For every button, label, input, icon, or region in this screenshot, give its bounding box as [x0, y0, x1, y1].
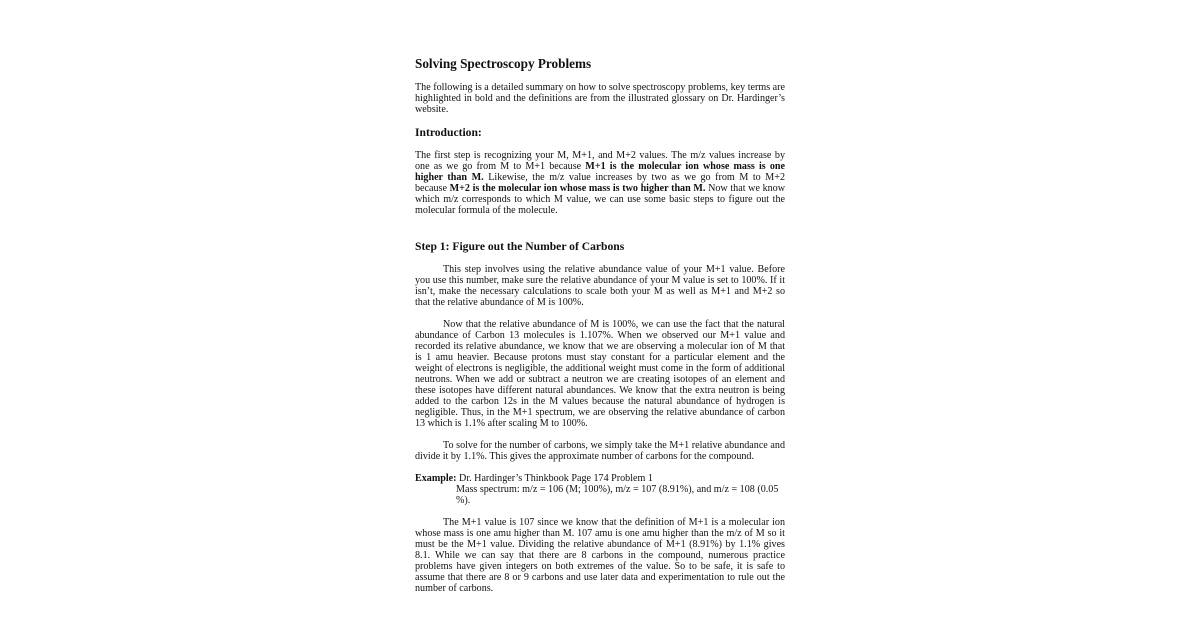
introduction-text-2: Likewise, the m/z value increases by two as we go from M to M+2 because	[415, 172, 785, 194]
step1-paragraph-4: The M+1 value is 107 since we know that the definition of M+1 is a molecular ion whose mass is one amu higher than M. 107 amu is one amu higher than the m/z of M so it must be the M+1 value. Dividing the relative abundance of M+1 (8.91%) by 1.1% gives 8.1. While we can say that there are 8 carbons in the compound, numerous practice problems have given integers on both extremes of the value. So to be safe, it is safe to assume that there are 8 or 9 carbons and use later data and experimentation to rule out the number of carbons.	[415, 517, 785, 594]
step1-paragraph-3: To solve for the number of carbons, we simply take the M+1 relative abundance and divide it by 1.1%. This gives the approximate number of carbons for the compound.	[415, 440, 785, 462]
document-page	[415, 56, 785, 594]
step1-paragraph-2: Now that the relative abundance of M is 100%, we can use the fact that the natural abundance of Carbon 13 molecules is 1.107%. When we observed our M+1 value and recorded its relative abundance, we know that we are observing a molecular ion of M that is 1 amu heavier. Because protons must stay constant for a particular element and the weight of electrons is negligible, the additional weight must come in the form of additional neutrons. When we add or subtract a neutron we are creating isotopes of an element and these isotopes have different natural abundances. We know that the extra neutron is being added to the carbon 12s in the M values because the natural abundance of hydrogen is negligible. Thus, in the M+1 spectrum, we are observing the relative abundance of carbon 13 which is 1.1% after scaling M to 100%.	[415, 319, 785, 429]
example-mass-spectrum: Mass spectrum: m/z = 106 (M; 100%), m/z = 107 (8.91%), and m/z = 108 (0.05 %).	[456, 484, 779, 506]
introduction-text-3: Now that we know which m/z corresponds to which M value, we can use some basic steps to figure out the molecular formula of the molecule.	[415, 183, 786, 216]
example-source: Dr. Hardinger’s Thinkbook Page 174 Problem 1	[456, 473, 653, 484]
example-line-1	[415, 473, 785, 484]
introduction-heading: Introduction:	[415, 126, 482, 139]
m-plus-2-definition: M+2 is the molecular ion whose mass is two higher than M.	[449, 183, 706, 194]
step1-heading: Step 1: Figure out the Number of Carbons	[415, 240, 625, 253]
introduction-paragraph	[415, 150, 785, 216]
introduction-text-1: The first step is recognizing your M, M+1, and M+2 values. The m/z values increase by one as we go from M to M+1 because	[415, 150, 785, 172]
page-title: Solving Spectroscopy Problems	[415, 56, 592, 71]
intro-paragraph: The following is a detailed summary on how to solve spectroscopy problems, key terms are highlighted in bold and the definitions are from the illustrated glossary on Dr. Hardinger’s website.	[415, 82, 785, 115]
example-label: Example:	[415, 473, 457, 484]
m-plus-1-definition: M+1 is the molecular ion whose mass is one higher than M.	[415, 161, 785, 183]
step1-paragraph-1: This step involves using the relative abundance value of your M+1 value. Before you use this number, make sure the relative abundance of your M value is set to 100%. If it isn’t, make the necessary calculations to scale both your M as well as M+1 and M+2 so that the relative abundance of M is 100%.	[415, 264, 785, 308]
